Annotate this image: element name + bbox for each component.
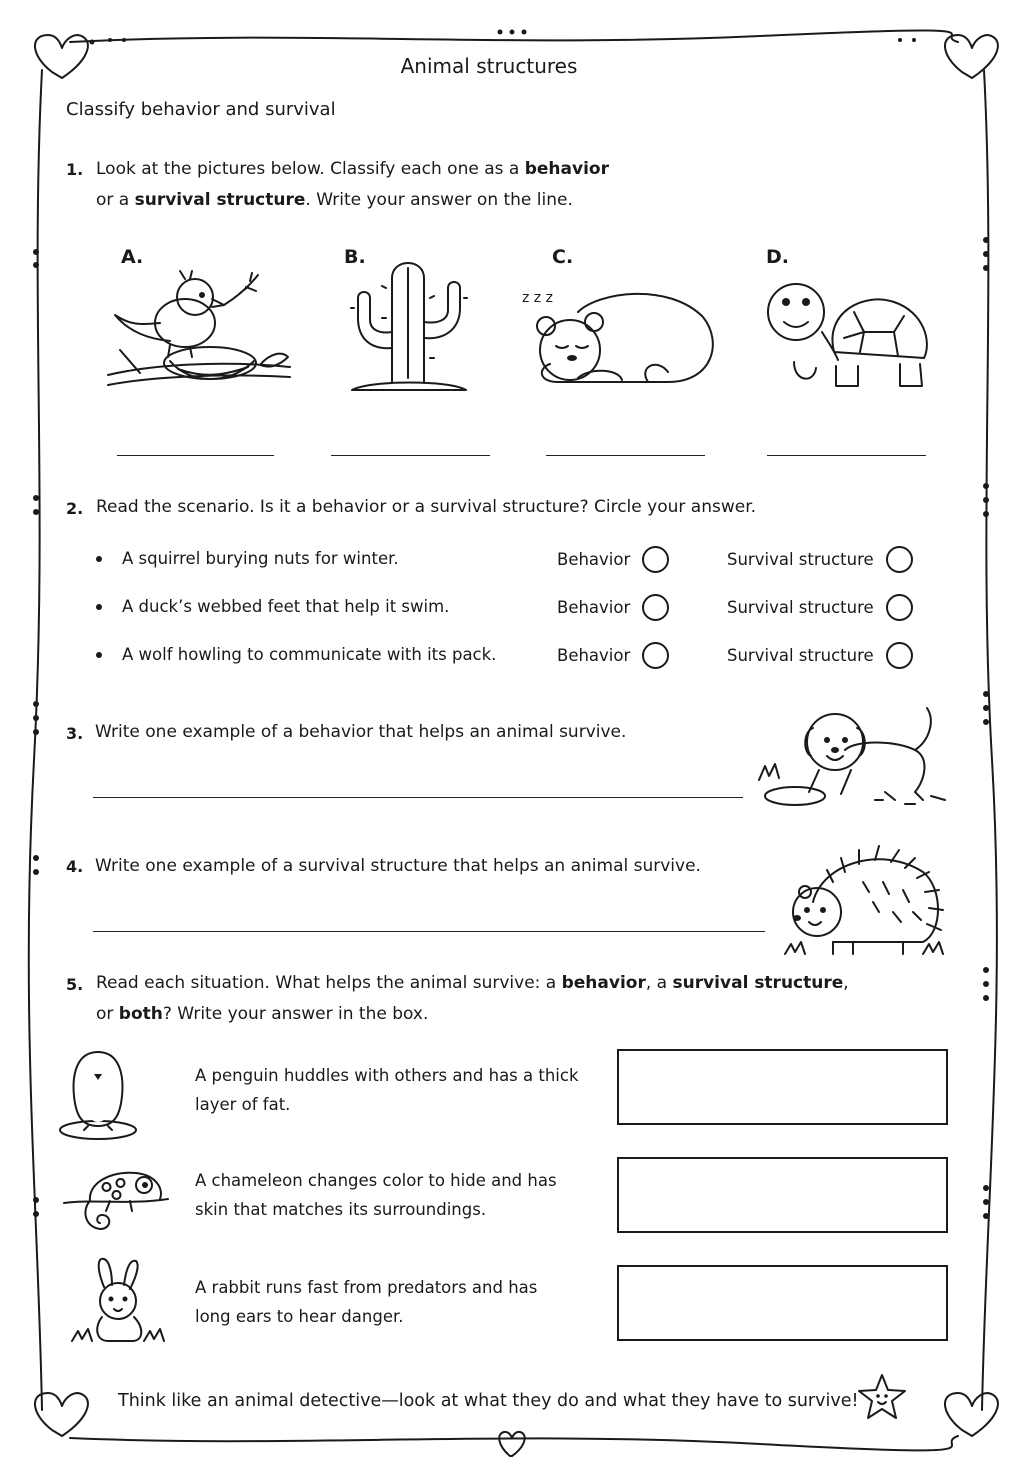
q4-text: Write one example of a survival structure that helps an animal survive.	[95, 856, 701, 876]
q1-answer-line-b[interactable]	[331, 455, 490, 456]
q4-answer-line[interactable]	[93, 931, 765, 932]
q1-answer-line-a[interactable]	[117, 455, 274, 456]
bullet-icon	[96, 556, 102, 562]
q1-picture-letter: B.	[344, 246, 366, 268]
turtle-icon	[764, 272, 934, 394]
q1-picture-letter: D.	[766, 246, 789, 268]
svg-text:z z z: z z z	[522, 290, 553, 306]
answer-circle[interactable]	[642, 642, 669, 669]
hedgehog-icon	[783, 842, 948, 962]
q5-answer-box[interactable]	[617, 1157, 948, 1233]
q1-answer-line-d[interactable]	[767, 455, 926, 456]
penguin-icon	[58, 1046, 142, 1142]
q3-number: 3.	[66, 724, 84, 743]
page-title: Animal structures	[400, 54, 578, 78]
smiling-star-icon	[856, 1372, 908, 1422]
bird-building-nest-icon	[100, 265, 300, 395]
q1-number: 1.	[66, 160, 84, 179]
survival-structure-choice[interactable]: Survival structure	[727, 546, 913, 573]
situation-text: A chameleon changes color to hide and has skin that matches its surroundings.	[195, 1171, 557, 1219]
behavior-choice[interactable]: Behavior	[557, 546, 669, 573]
survival-structure-choice[interactable]: Survival structure	[727, 642, 913, 669]
survival-structure-choice[interactable]: Survival structure	[727, 594, 913, 621]
list-item: A wolf howling to communicate with its pack.	[96, 645, 496, 664]
bullet-icon	[96, 604, 102, 610]
q3-text: Write one example of a behavior that helps an animal survive.	[95, 722, 627, 742]
answer-circle[interactable]	[642, 546, 669, 573]
behavior-choice[interactable]: Behavior	[557, 594, 669, 621]
bullet-icon	[96, 652, 102, 658]
q2-text: Read the scenario. Is it a behavior or a survival structure? Circle your answer.	[96, 497, 757, 517]
situation-text: A penguin huddles with others and has a thick layer of fat.	[195, 1066, 579, 1114]
q1-picture-letter: A.	[121, 246, 144, 268]
q5-answer-box[interactable]	[617, 1049, 948, 1125]
puppy-digging-icon	[755, 700, 950, 820]
q5-text: Read each situation. What helps the animal survive: a behavior, a survival structure, or both? Write your answer in the box.	[96, 973, 849, 1024]
q3-answer-line[interactable]	[93, 797, 743, 798]
list-item: A duck’s webbed feet that help it swim.	[96, 597, 449, 616]
q1-picture-letter: C.	[552, 246, 574, 268]
q1-answer-line-c[interactable]	[546, 455, 705, 456]
rabbit-icon	[68, 1257, 168, 1347]
answer-circle[interactable]	[642, 594, 669, 621]
situation-text: A rabbit runs fast from predators and has long ears to hear danger.	[195, 1278, 538, 1326]
footer-text: Think like an animal detective—look at what they do and what they have to survive!	[118, 1391, 859, 1411]
answer-circle[interactable]	[886, 546, 913, 573]
cactus-icon	[350, 258, 470, 398]
chameleon-icon	[60, 1163, 172, 1245]
list-item: A squirrel burying nuts for winter.	[96, 549, 399, 568]
sleeping-bear-icon	[518, 282, 718, 392]
page-subtitle: Classify behavior and survival	[66, 99, 336, 120]
behavior-choice[interactable]: Behavior	[557, 642, 669, 669]
q2-number: 2.	[66, 499, 84, 518]
q4-number: 4.	[66, 857, 84, 876]
q5-number: 5.	[66, 975, 84, 994]
q5-answer-box[interactable]	[617, 1265, 948, 1341]
answer-circle[interactable]	[886, 594, 913, 621]
q1-text: Look at the pictures below. Classify each one as a behavior or a survival structure. Write your answer on the line.	[96, 159, 609, 210]
answer-circle[interactable]	[886, 642, 913, 669]
